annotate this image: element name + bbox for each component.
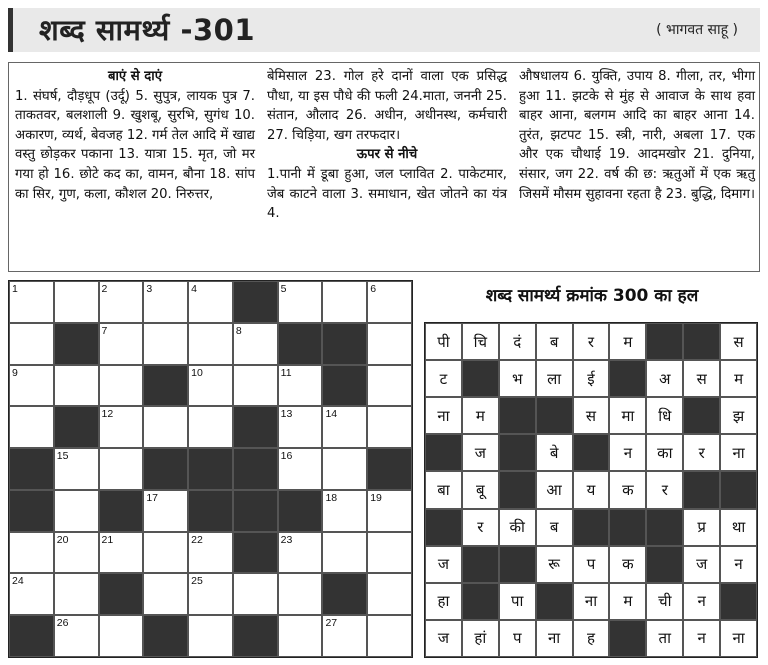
solution-block	[499, 546, 536, 583]
solution-cell: क	[609, 546, 646, 583]
solution-block	[462, 583, 499, 620]
grid-block	[322, 573, 367, 615]
grid-cell[interactable]	[54, 281, 99, 323]
grid-cell[interactable]	[143, 490, 188, 532]
clue-line: जो मर गया हो 16. छोटे कद का,	[15, 147, 255, 182]
solution-cell: क	[609, 471, 646, 508]
cell-number: 18	[325, 491, 338, 504]
grid-cell[interactable]	[233, 323, 278, 365]
solution-cell: चि	[462, 323, 499, 360]
solution-cell: न	[609, 434, 646, 471]
solution-cell: म	[720, 360, 757, 397]
grid-block	[233, 490, 278, 532]
solution-block	[646, 323, 683, 360]
solution-cell: र	[683, 434, 720, 471]
solution-cell: म	[609, 323, 646, 360]
solution-cell: प	[573, 546, 610, 583]
grid-cell[interactable]	[367, 406, 412, 448]
clue-line: छोड़कर पकाना 13. यात्रा 15. मृत,	[40, 147, 224, 163]
cell-number: 3	[146, 283, 153, 295]
solution-title: शब्द सामर्थ्य क्रमांक 300 का हल	[485, 286, 699, 306]
solution-cell: भ	[499, 360, 536, 397]
solution-cell: धि	[646, 397, 683, 434]
cell-number: 17	[146, 491, 159, 504]
grid-cell[interactable]	[278, 532, 323, 574]
solution-block	[536, 583, 573, 620]
grid-cell[interactable]	[278, 615, 323, 657]
cell-number: 26	[56, 617, 69, 630]
clue-line: 1. संघर्ष, दौड़धूप (उर्दू) 5.	[15, 88, 154, 104]
solution-cell: र	[573, 323, 610, 360]
grid-cell[interactable]	[54, 573, 99, 615]
grid-cell[interactable]	[143, 573, 188, 615]
solution-cell: बे	[536, 434, 573, 471]
clue-line: नारी, अबला 17. एक और एक	[519, 127, 755, 163]
solution-cell: य	[573, 471, 610, 508]
solution-cell: रू	[536, 546, 573, 583]
grid-cell[interactable]	[188, 281, 233, 323]
grid-cell[interactable]	[99, 323, 144, 365]
solution-cell: बू	[462, 471, 499, 508]
solution-cell: न	[683, 620, 720, 657]
cell-number: 1	[12, 283, 18, 295]
solution-cell: ना	[425, 397, 462, 434]
grid-block	[9, 490, 54, 532]
grid-block	[143, 448, 188, 490]
clue-line: बलशाली 9. खुशबू, सुरभि, सुगंध	[65, 108, 235, 124]
solution-cell: ब	[536, 509, 573, 546]
grid-cell[interactable]	[188, 323, 233, 365]
clues-column-2	[267, 67, 507, 224]
cell-number: 23	[280, 533, 293, 546]
solution-cell: ना	[536, 620, 573, 657]
solution-block	[499, 471, 536, 508]
solution-cell: हा	[425, 583, 462, 620]
cell-number: 19	[370, 491, 382, 504]
header-banner	[8, 8, 760, 52]
solution-cell: झ	[720, 397, 757, 434]
grid-block	[233, 281, 278, 323]
clue-line: गीला, तर, भीगा हुआ 11. झटके से	[519, 69, 755, 104]
grid-block	[233, 406, 278, 448]
cell-number: 14	[325, 408, 338, 421]
cell-number: 4	[191, 283, 197, 295]
grid-block	[367, 448, 412, 490]
clue-line: फली 24.माता, जननी 25. संतान,	[267, 88, 507, 124]
cell-number: 7	[101, 324, 108, 337]
solution-block	[646, 546, 683, 583]
grid-cell[interactable]	[9, 323, 54, 365]
solution-cell: स	[683, 360, 720, 397]
clue-line: बेमिसाल 23. गोल हरे दानों वाला	[267, 69, 452, 84]
solution-block	[720, 471, 757, 508]
grid-cell[interactable]	[367, 490, 412, 532]
grid-cell[interactable]	[143, 406, 188, 448]
grid-cell[interactable]	[367, 532, 412, 574]
grid-cell[interactable]	[322, 448, 367, 490]
cell-number: 21	[101, 533, 114, 546]
grid-cell[interactable]	[278, 573, 323, 615]
clue-line: एक प्रसिद्ध पौधा, या इस पौधे की	[267, 69, 507, 104]
grid-cell[interactable]	[9, 573, 54, 615]
solution-cell: ज	[425, 620, 462, 657]
solution-block	[646, 509, 683, 546]
grid-cell[interactable]	[54, 365, 99, 407]
clue-heading: ऊपर से नीचे	[356, 147, 418, 163]
solution-cell: म	[609, 583, 646, 620]
grid-cell[interactable]	[367, 615, 412, 657]
clue-line: आना, बलगम आदि का बाहर	[548, 108, 704, 124]
solution-cell: अ	[646, 360, 683, 397]
grid-block	[233, 532, 278, 574]
clue-line: चौथाई 19. आदमखोर 21. दुनिया,	[570, 147, 755, 163]
grid-cell[interactable]	[54, 490, 99, 532]
solution-block	[683, 323, 720, 360]
solution-block	[499, 397, 536, 434]
solution-cell: ह	[573, 620, 610, 657]
solution-cell: ला	[536, 360, 573, 397]
solution-block	[536, 397, 573, 434]
solution-cell: ता	[646, 620, 683, 657]
clue-line: 1.पानी में डूबा हुआ, जल प्लावित	[267, 166, 441, 182]
cell-number: 12	[101, 408, 114, 421]
solution-cell: ना	[720, 434, 757, 471]
solution-cell: र	[646, 471, 683, 508]
grid-block	[233, 615, 278, 657]
solution-cell: आ	[536, 471, 573, 508]
solution-cell: ज	[462, 434, 499, 471]
grid-cell[interactable]	[188, 406, 233, 448]
solution-cell: र	[462, 509, 499, 546]
grid-cell[interactable]	[143, 323, 188, 365]
cell-number: 6	[370, 283, 377, 295]
grid-cell[interactable]	[54, 532, 99, 574]
solution-cell: ब	[536, 323, 573, 360]
cell-number: 9	[12, 366, 18, 379]
grid-block	[233, 448, 278, 490]
solution-block	[683, 397, 720, 434]
grid-cell[interactable]	[99, 365, 144, 407]
cell-number: 20	[56, 533, 69, 546]
cell-number: 11	[280, 366, 292, 379]
author-credit: ( भागवत साहू )	[656, 22, 738, 38]
grid-cell[interactable]	[367, 281, 412, 323]
solution-block	[425, 434, 462, 471]
solution-cell: ई	[573, 360, 610, 397]
grid-cell[interactable]	[367, 323, 412, 365]
clues-column-1	[15, 67, 255, 204]
grid-cell[interactable]	[143, 532, 188, 574]
cell-number: 2	[101, 283, 108, 295]
clue-line: 2. पाकेटमार, जेब काटने वाला 3.	[267, 166, 507, 202]
solution-cell: ट	[425, 360, 462, 397]
cell-number: 16	[280, 450, 293, 463]
grid-cell[interactable]	[322, 532, 367, 574]
grid-block	[278, 323, 323, 365]
cell-number: 10	[191, 366, 203, 379]
solution-grid	[424, 322, 758, 658]
solution-block	[573, 434, 610, 471]
cell-number: 5	[280, 283, 287, 295]
grid-block	[54, 406, 99, 448]
clue-line: आना 14. तुरंत, झटपट 15. स्त्री,	[519, 108, 755, 143]
grid-cell[interactable]	[322, 281, 367, 323]
solution-cell: ज	[683, 546, 720, 583]
grid-block	[322, 323, 367, 365]
grid-cell[interactable]	[278, 448, 323, 490]
grid-cell[interactable]	[188, 365, 233, 407]
grid-block	[143, 365, 188, 407]
solution-cell: स	[573, 397, 610, 434]
grid-block	[99, 490, 144, 532]
solution-cell: दं	[499, 323, 536, 360]
solution-cell: था	[720, 509, 757, 546]
clue-line: वामन, बौना 18. सांप का सिर,	[15, 166, 255, 202]
solution-block	[425, 509, 462, 546]
solution-cell: हां	[462, 620, 499, 657]
grid-cell[interactable]	[188, 573, 233, 615]
grid-cell[interactable]	[367, 365, 412, 407]
cell-number: 24	[12, 575, 24, 588]
grid-cell[interactable]	[322, 406, 367, 448]
solution-block	[720, 583, 757, 620]
clue-line: 10. अकारण, व्यर्थ, बेवजह 12.	[15, 108, 255, 143]
cell-number: 15	[56, 450, 69, 463]
cell-number: 25	[191, 575, 203, 588]
grid-cell[interactable]	[322, 490, 367, 532]
cell-number: 8	[235, 324, 242, 337]
grid-cell[interactable]	[188, 615, 233, 657]
grid-cell[interactable]	[9, 281, 54, 323]
grid-block	[188, 490, 233, 532]
grid-cell[interactable]	[367, 573, 412, 615]
solution-cell: न	[683, 583, 720, 620]
grid-cell[interactable]	[99, 406, 144, 448]
grid-cell[interactable]	[9, 406, 54, 448]
solution-cell: स	[720, 323, 757, 360]
grid-cell[interactable]	[54, 448, 99, 490]
grid-cell[interactable]	[188, 532, 233, 574]
solution-cell: बा	[425, 471, 462, 508]
grid-block	[143, 615, 188, 657]
solution-cell: पा	[499, 583, 536, 620]
grid-block	[188, 448, 233, 490]
page-title: शब्द सामर्थ्य -301	[39, 13, 256, 47]
clue-line: समाधान, खेत जोतने का यंत्र 4.	[267, 186, 507, 222]
clue-line: रहता है 23. बुद्धि, दिमाग।	[627, 186, 755, 202]
solution-cell: ना	[720, 620, 757, 657]
crossword-grid	[8, 280, 413, 658]
solution-cell: न	[720, 546, 757, 583]
clue-heading: बाएं से दाएं	[107, 69, 163, 84]
grid-cell[interactable]	[54, 615, 99, 657]
grid-block	[54, 323, 99, 365]
clue-line: सुपुत्र, लायक पुत्र 7. ताकतवर,	[15, 88, 255, 124]
solution-block	[573, 509, 610, 546]
grid-cell[interactable]	[233, 573, 278, 615]
solution-cell: ज	[425, 546, 462, 583]
solution-cell: प	[499, 620, 536, 657]
cell-number: 27	[325, 617, 338, 630]
solution-cell: ची	[646, 583, 683, 620]
grid-cell[interactable]	[322, 615, 367, 657]
cell-number: 22	[191, 533, 203, 546]
cell-number: 13	[280, 408, 293, 421]
clue-line: संसार, जग 22. वर्ष की छ: ऋतुओं	[519, 166, 701, 182]
clue-line: में एक ऋतु जिसमें मौसम सुहावना	[519, 166, 755, 202]
clues-column-3	[519, 67, 755, 204]
grid-block	[322, 365, 367, 407]
solution-cell: ना	[573, 583, 610, 620]
grid-cell[interactable]	[99, 532, 144, 574]
grid-block	[9, 448, 54, 490]
solution-block	[499, 434, 536, 471]
grid-block	[278, 490, 323, 532]
grid-block	[99, 573, 144, 615]
solution-cell: म	[462, 397, 499, 434]
clue-line: औलाद 26. अधीन, अधीनस्थ,	[305, 108, 469, 124]
grid-block	[9, 615, 54, 657]
grid-cell[interactable]	[143, 281, 188, 323]
solution-cell: मा	[609, 397, 646, 434]
grid-cell[interactable]	[9, 532, 54, 574]
clue-line: मुंह से आवाज के साथ हवा बाहर	[519, 88, 755, 124]
clue-line: कर्मचारी 27. चिड़िया, खग	[267, 108, 507, 143]
grid-cell[interactable]	[278, 281, 323, 323]
solution-block	[462, 360, 499, 397]
grid-cell[interactable]	[233, 365, 278, 407]
solution-block	[609, 620, 646, 657]
grid-cell[interactable]	[9, 365, 54, 407]
solution-block	[609, 360, 646, 397]
solution-block	[462, 546, 499, 583]
clue-line: गुण, कला, कौशल 20. निरुत्तर,	[58, 186, 214, 202]
clue-line: औषधालय 6. युक्ति, उपाय 8.	[519, 69, 677, 84]
solution-block	[609, 509, 646, 546]
grid-cell[interactable]	[99, 448, 144, 490]
clues-box	[8, 62, 760, 272]
solution-cell: प्र	[683, 509, 720, 546]
solution-block	[683, 471, 720, 508]
solution-cell: पी	[425, 323, 462, 360]
solution-cell: का	[646, 434, 683, 471]
grid-cell[interactable]	[278, 406, 323, 448]
solution-cell: की	[499, 509, 536, 546]
grid-cell[interactable]	[99, 615, 144, 657]
grid-cell[interactable]	[278, 365, 323, 407]
clue-line: तरफदार।	[356, 127, 401, 143]
grid-cell[interactable]	[99, 281, 144, 323]
clue-line: गर्म तेल आदि में खाद्य वस्तु	[15, 127, 255, 163]
